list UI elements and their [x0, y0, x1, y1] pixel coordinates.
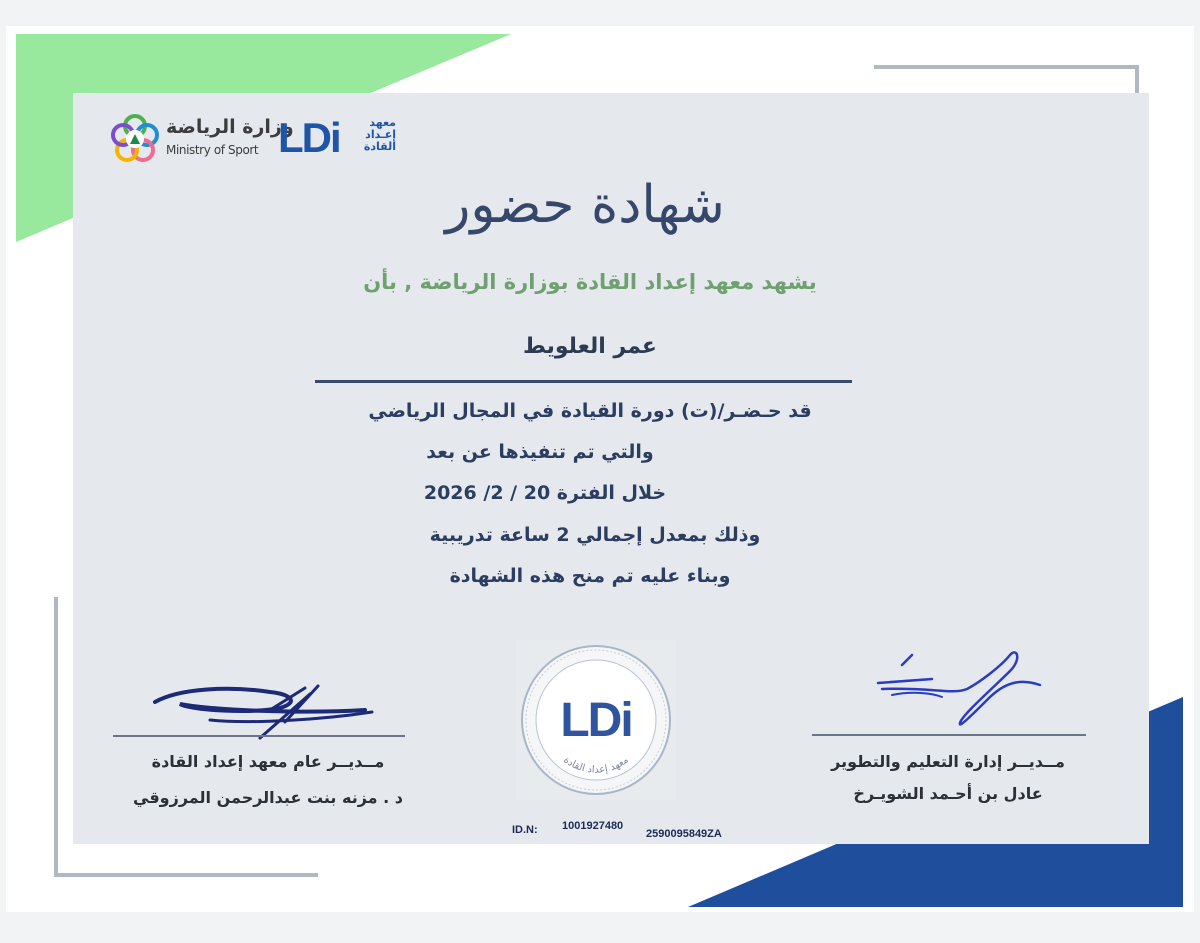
certificate-title: شهادة حضور	[445, 175, 725, 235]
ldi-logo-arabic-line: القادة	[363, 140, 396, 153]
right-signature	[872, 645, 1052, 730]
ldi-logo-arabic-line: إعـداد	[365, 128, 396, 141]
frame-bottom-left-v	[54, 597, 58, 877]
certificate-body-line: قد حـضـر/(ت) دورة القيادة في المجال الرياضي	[368, 400, 812, 422]
right-signatory-name: عادل بن أحـمد الشويـرخ	[853, 784, 1043, 803]
ministry-name-arabic: وزارة الرياضة	[166, 116, 294, 138]
left-signature-line	[113, 735, 405, 737]
left-signatory-title: مــديــر عام معهد إعداد القادة	[151, 752, 385, 771]
ldi-seal	[516, 640, 676, 800]
recipient-name: عمر العلويط	[523, 334, 657, 359]
recipient-underline	[315, 380, 852, 383]
seal-logo: LDi	[560, 694, 632, 747]
right-signatory-title: مــديــر إدارة التعليم والتطوير	[831, 752, 1065, 771]
right-signature-line	[812, 734, 1086, 736]
ldi-logo-arabic	[350, 117, 396, 153]
frame-bottom-left-h	[54, 873, 318, 877]
certificate-body-line: وبناء عليه تم منح هذه الشهادة	[449, 565, 731, 587]
id-number: 1001927480	[562, 820, 624, 832]
frame-top-right-h	[874, 65, 1139, 69]
certificate-body-line: خلال الفترة 20 / 2/ 2026	[423, 482, 667, 504]
certificate-body-line: والتي تم تنفيذها عن بعد	[426, 441, 654, 463]
left-signature	[150, 680, 380, 742]
certificate-body-line: وذلك بمعدل إجمالي 2 ساعة تدريبية	[429, 524, 761, 546]
id-code: 2590095849ZA	[646, 828, 722, 840]
certificate-intro: يشهد معهد إعداد القادة بوزارة الرياضة , بأن	[363, 270, 817, 294]
id-label: ID.N:	[512, 824, 538, 836]
ldi-logo-arabic-line: معهد	[369, 116, 396, 129]
seal-ring-text: معهد إعداد القادة	[561, 754, 631, 776]
ministry-name-english: Ministry of Sport	[166, 143, 259, 157]
ldi-logo: LDi	[278, 114, 340, 161]
left-signatory-name: د . مزنه بنت عبدالرحمن المرزوقي	[133, 788, 403, 807]
